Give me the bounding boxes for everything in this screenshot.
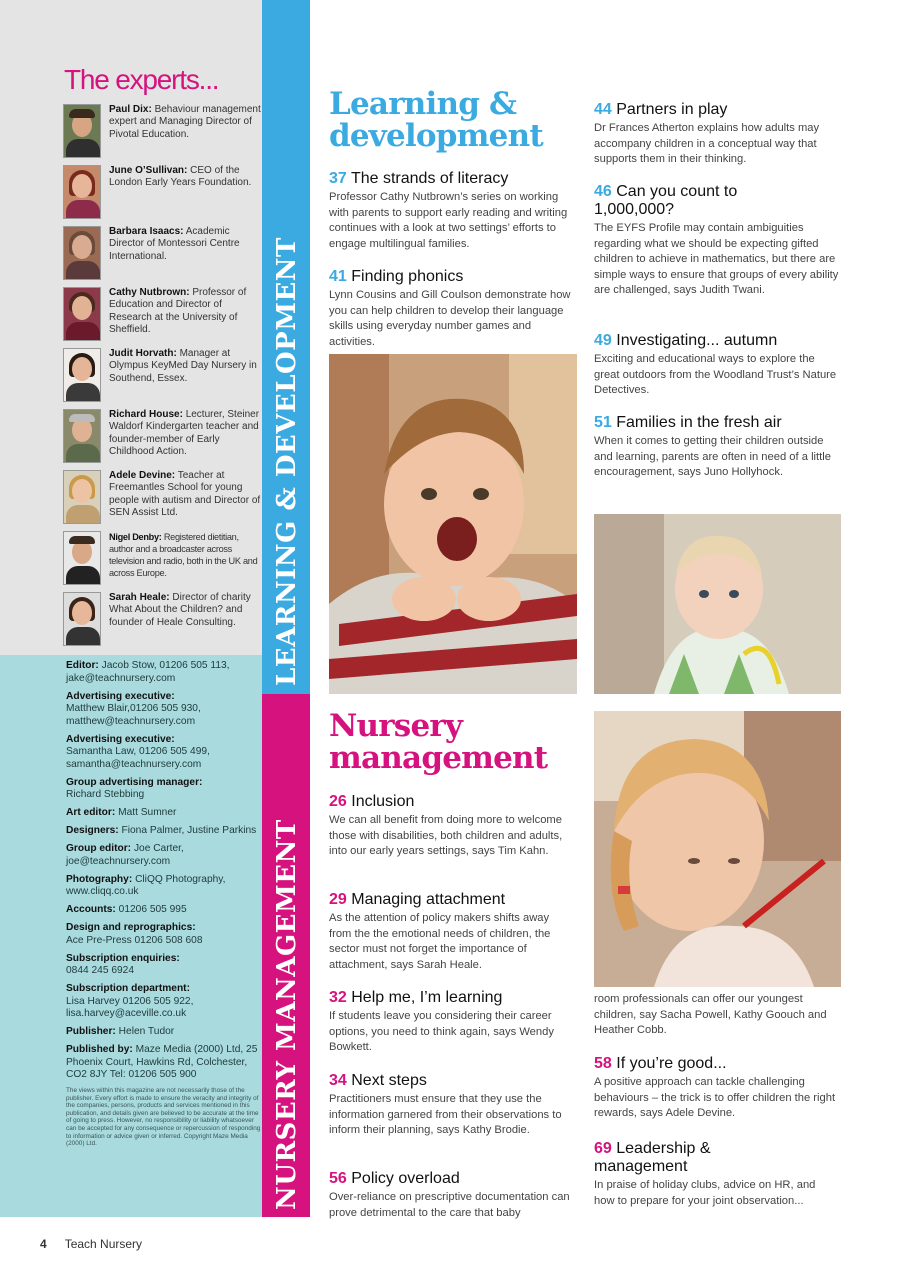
article-69[interactable] <box>594 1140 839 1209</box>
article-body: Practitioners must ensure that they use the information garnered from their observations to inform their planning, says Kathy Brodie. <box>329 1093 562 1136</box>
article-body: In praise of holiday clubs, advice on HR, and how to prepare for your joint observation... <box>594 1179 816 1207</box>
article-body: We can all benefit from doing more to welcome those with disabilities, both children and adults, into our early years settings, says Tim Kahn. <box>329 814 563 857</box>
article-body: As the attention of policy makers shifts away from the the emotional needs of children, the sector must not forget the importance of attachment, says Sarah Heale. <box>329 912 551 971</box>
learning-development-vertical-label: LEARNING & DEVELOPMENT <box>272 237 302 686</box>
expert-cathy-nutbrown <box>63 287 259 345</box>
expert-judit-horvath <box>63 348 259 406</box>
article-heading: 49 Investigating... autumn <box>594 332 778 349</box>
article-32[interactable] <box>329 989 574 1056</box>
staff-entry: Subscription enquiries: 0844 245 6924 <box>66 952 180 976</box>
article-56[interactable] <box>329 1170 574 1221</box>
nursery-management-title: Nursery management <box>329 708 548 776</box>
expert-photo <box>63 226 101 280</box>
staff-entry: Designers: Fiona Palmer, Justine Parkins <box>66 825 257 836</box>
article-58[interactable] <box>594 1055 839 1122</box>
staff-entry: Group editor: Joe Carter, joe@teachnursery.com <box>66 843 184 867</box>
article-body: Exciting and educational ways to explore the great outdoors from the Woodland Trust’s Nature Detectives. <box>594 353 837 396</box>
article-body: Dr Frances Atherton explains how adults may accompany children in a conceptual way that supports them in their thinking. <box>594 122 820 165</box>
article-56-continued <box>594 992 839 1039</box>
staff-entry: Subscription department: Lisa Harvey 01206 505 922, lisa.harvey@aceville.co.uk <box>66 983 194 1019</box>
staff-entry: Design and reprographics: Ace Pre-Press 01206 508 608 <box>66 922 203 946</box>
article-body: If students leave you considering their career options, you need to think again, says Wendy Bowkett. <box>329 1010 554 1053</box>
expert-photo <box>63 592 101 646</box>
expert-sarah-heale <box>63 592 259 650</box>
staff-entry: Advertising executive: Samantha Law, 01206 505 499, samantha@teachnursery.com <box>66 733 210 770</box>
expert-bio: Nigel Denby: Registered dietitian, author and a broadcaster across television and radio, both in the UK and across Europe. <box>109 532 258 578</box>
article-34[interactable] <box>329 1072 574 1139</box>
expert-june-osullivan <box>63 165 259 223</box>
article-29[interactable] <box>329 891 574 973</box>
staff-entry: Art editor: Matt Sumner <box>66 807 177 818</box>
staff-entry: Publisher: Helen Tudor <box>66 1026 175 1037</box>
staff-entry: Group advertising manager: Richard Stebbing <box>66 776 203 800</box>
article-heading: 58 If you’re good... <box>594 1055 727 1072</box>
girl-drawing-photo <box>594 711 841 987</box>
article-51[interactable] <box>594 414 839 481</box>
learning-development-title: Learning & development <box>329 86 543 154</box>
article-heading: 41 Finding phonics <box>329 268 464 285</box>
staff-credits <box>66 660 262 1148</box>
expert-photo <box>63 470 101 524</box>
article-heading: 69 Leadership & management <box>594 1140 711 1175</box>
article-heading: 46 Can you count to 1,000,000? <box>594 183 738 218</box>
article-heading: 37 The strands of literacy <box>329 170 509 187</box>
staff-entry: Published by: Maze Media (2000) Ltd, 25 Phoenix Court, Hawkins Rd, Colchester, CO2 8JY Tel: 01206 505 900 <box>66 1044 258 1080</box>
expert-bio: Barbara Isaacs: Academic Director of Montessori Centre International. <box>109 226 240 262</box>
experts-title: The experts... <box>64 64 219 95</box>
article-body: When it comes to getting their children outside and learning, parents are often in need of a little encouragement, says Juno Hollyhock. <box>594 435 831 478</box>
staff-entry: Accounts: 01206 505 995 <box>66 904 187 915</box>
article-body: Professor Cathy Nutbrown’s series on working with parents to support early reading and writing continues with a look at two settings’ efforts to engage multilingual families. <box>329 191 568 250</box>
baby-playing-photo <box>594 514 841 694</box>
article-heading: 56 Policy overload <box>329 1170 460 1187</box>
magazine-name: Teach Nursery <box>64 1237 143 1251</box>
article-heading: 26 Inclusion <box>329 793 415 810</box>
article-44[interactable] <box>594 101 839 168</box>
expert-photo <box>63 348 101 402</box>
nursery-management-vertical-label: NURSERY MANAGEMENT <box>272 819 302 1210</box>
expert-photo <box>63 104 101 158</box>
expert-bio: Cathy Nutbrown: Professor of Education and Director of Research at the University of Sheffield. <box>109 287 247 335</box>
expert-photo <box>63 287 101 341</box>
staff-entry: Editor: Jacob Stow, 01206 505 113, jake@teachnursery.com <box>66 660 230 684</box>
expert-bio: Paul Dix: Behaviour management expert and Managing Director of Pivotal Education. <box>109 104 261 140</box>
page-number: 4 <box>40 1237 47 1251</box>
expert-bio: June O’Sullivan: CEO of the London Early Years Foundation. <box>109 165 252 189</box>
article-heading: 44 Partners in play <box>594 101 728 118</box>
article-41[interactable] <box>329 268 574 350</box>
child-shouting-photo <box>329 354 577 694</box>
expert-photo <box>63 531 101 585</box>
expert-nigel-denby <box>63 531 259 589</box>
article-heading: 29 Managing attachment <box>329 891 506 908</box>
article-heading: 34 Next steps <box>329 1072 427 1089</box>
disclaimer: The views within this magazine are not necessarily those of the publisher. Every effort is made to ensure the veracity and integrity of the companies, persons, products and services mentioned in this publication, and details given are believed to be accurate at the time of going to press. However, no responsibility or liability whatsoever can be accepted for any consequence or repercussion of responding to information or advice given or inferred. Copyright Maze Media (2000) Ltd. <box>66 1087 261 1148</box>
expert-photo <box>63 165 101 219</box>
expert-bio: Sarah Heale: Director of charity What About the Children? and founder of Heale Consulting. <box>109 592 251 628</box>
expert-bio: Adele Devine: Teacher at Freemantles School for young people with autism and Director of SEN Assist Ltd. <box>109 470 261 518</box>
staff-entry: Photography: CliQQ Photography, www.cliqq.co.uk <box>66 873 226 897</box>
article-26[interactable] <box>329 793 574 860</box>
expert-photo <box>63 409 101 463</box>
article-49[interactable] <box>594 332 839 399</box>
article-body: The EYFS Profile may contain ambiguities regarding what we should be expecting gifted children to achieve in mathematics, but there are simple ways to ensure that groups of every ability are challenged, says Judith Twani. <box>594 222 839 296</box>
article-body: Lynn Cousins and Gill Coulson demonstrate how you can help children to develop their language skills using everyday number games and activities. <box>329 289 571 348</box>
article-body: room professionals can offer our youngest children, say Sacha Powell, Kathy Goouch and Heather Cobb. <box>594 993 827 1036</box>
article-heading: 32 Help me, I’m learning <box>329 989 503 1006</box>
expert-paul-dix <box>63 104 259 162</box>
expert-bio: Judit Horvath: Manager at Olympus KeyMed Day Nursery in Southend, Essex. <box>109 348 257 384</box>
article-heading: 51 Families in the fresh air <box>594 414 782 431</box>
staff-entry: Advertising executive: Matthew Blair,01206 505 930, matthew@teachnursery.com <box>66 690 201 727</box>
article-46[interactable] <box>594 183 839 299</box>
expert-adele-devine <box>63 470 259 528</box>
page-footer <box>40 1237 142 1251</box>
expert-bio: Richard House: Lecturer, Steiner Waldorf Kindergarten teacher and founder-member of Early Childhood Action. <box>109 409 260 457</box>
article-body: A positive approach can tackle challenging behaviours – the trick is to offer children the right rewards, says Adele Devine. <box>594 1076 836 1119</box>
article-body: Over-reliance on prescriptive documentation can prove detrimental to the care that baby <box>329 1191 570 1219</box>
expert-richard-house <box>63 409 259 467</box>
expert-barbara-isaacs <box>63 226 259 284</box>
article-37[interactable] <box>329 170 574 252</box>
